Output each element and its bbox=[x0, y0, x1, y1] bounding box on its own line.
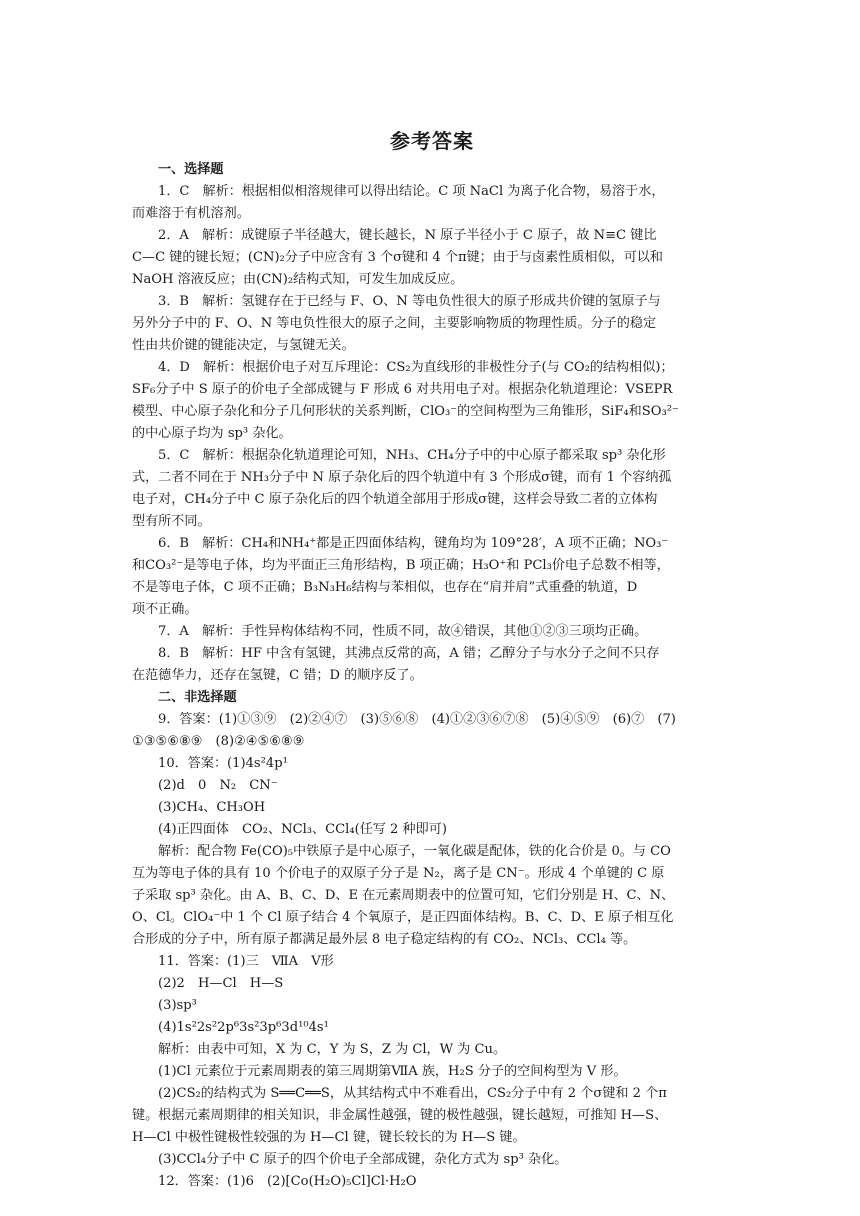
text-line: 4．D 解析：根据价电子对互斥理论：CS₂为直线形的非极性分子(与 CO₂的结构相似)； bbox=[158, 360, 674, 375]
text-line: (1)Cl 元素位于元素周期表的第三周期第ⅦA 族，H₂S 分子的空间构型为 V 形。 bbox=[158, 1064, 627, 1079]
text-line: SF₆分子中 S 原子的价电子全部成键与 F 形成 6 对共用电子对。根据杂化轨道理论：VSEPR bbox=[132, 382, 673, 397]
text-line: 11．答案：(1)三 ⅦA V形 bbox=[158, 954, 334, 969]
text-line: (3)sp³ bbox=[158, 998, 197, 1013]
text-line: 模型、中心原子杂化和分子几何形状的关系判断，ClO₃⁻的空间构型为三角锥形，SiF₄和SO₃²⁻ bbox=[132, 404, 679, 419]
text-line: 和CO₃²⁻是等电子体，均为平面正三角形结构，B 项正确；H₃O⁺和 PCl₃价电子总数不相等， bbox=[132, 558, 670, 573]
text-line: 9．答案：(1)①③⑨ (2)②④⑦ (3)⑤⑥⑧ (4)①②③⑥⑦⑧ (5)④⑤⑨ (6)⑦ (7) bbox=[158, 712, 676, 727]
text-line: 1．C 解析：根据相似相溶规律可以得出结论。C 项 NaCl 为离子化合物，易溶于水， bbox=[158, 184, 665, 199]
text-line: 7．A 解析：手性异构体结构不同，性质不同，故④错误，其他①②③三项均正确。 bbox=[158, 624, 648, 639]
text-line: 而难溶于有机溶剂。 bbox=[132, 206, 250, 221]
text-line: 8．B 解析：HF 中含有氢键，其沸点反常的高，A 错；乙醇分子与水分子之间不只存 bbox=[158, 646, 660, 661]
answer-page bbox=[132, 127, 732, 1193]
text-line: O、Cl。ClO₄⁻中 1 个 Cl 原子结合 4 个氧原子，是正四面体结构。B、C、D、E 原子相互化 bbox=[132, 910, 674, 925]
text-line: (2)d 0 N₂ CN⁻ bbox=[158, 778, 278, 793]
section-heading: 二、非选择题 bbox=[158, 690, 237, 705]
section-heading: 一、选择题 bbox=[158, 162, 224, 177]
text-line: NaOH 溶液反应；由(CN)₂结构式知，可发生加成反应。 bbox=[132, 272, 464, 287]
text-line: 的中心原子均为 sp³ 杂化。 bbox=[132, 426, 292, 441]
text-line: C—C 键的键长短；(CN)₂分子中应含有 3 个σ键和 4 个π键；由于与卤素性质相似，可以和 bbox=[132, 250, 663, 265]
text-line: 5．C 解析：根据杂化轨道理论可知，NH₃、CH₄分子中的中心原子都采取 sp³ 杂化形 bbox=[158, 448, 666, 463]
text-line: H—Cl 中极性键极性较强的为 H—Cl 键，键长较长的为 H—S 键。 bbox=[132, 1130, 526, 1145]
text-line: (2)2 H—Cl H—S bbox=[158, 976, 284, 991]
text-line: 10．答案：(1)4s²4p¹ bbox=[158, 756, 288, 771]
text-line: 型有所不同。 bbox=[132, 514, 211, 529]
text-line: 2．A 解析：成键原子半径越大，键长越长，N 原子半径小于 C 原子，故 N≡C 键比 bbox=[158, 228, 657, 243]
text-line: 电子对，CH₄分子中 C 原子杂化后的四个轨道全部用于形成σ键，这样会导致二者的立体构 bbox=[132, 492, 658, 507]
page-title: 参考答案 bbox=[390, 129, 474, 153]
text-line: 不是等电子体，C 项不正确；B₃N₃H₆结构与苯相似，也存在“肩并肩”式重叠的轨道，D bbox=[132, 580, 638, 595]
text-line: (2)CS₂的结构式为 S══C══S，从其结构式中不难看出，CS₂分子中有 2 个σ键和 2 个π bbox=[158, 1086, 667, 1101]
text-line: 项不正确。 bbox=[132, 602, 198, 617]
text-line: (3)CCl₄分子中 C 原子的四个价电子全部成键，杂化方式为 sp³ 杂化。 bbox=[158, 1152, 568, 1167]
text-line: 在范德华力，还存在氢键，C 错；D 的顺序反了。 bbox=[132, 668, 423, 683]
text-line: 12．答案：(1)6 (2)[Co(H₂O)₅Cl]Cl·H₂O bbox=[158, 1174, 417, 1189]
text-line: ①③⑤⑥⑧⑨ (8)②④⑤⑥⑧⑨ bbox=[132, 734, 305, 749]
text-line: 解析：配合物 Fe(CO)₅中铁原子是中心原子，一氧化碳是配体，铁的化合价是 0。与 CO bbox=[158, 844, 671, 859]
answer-body bbox=[132, 159, 732, 1193]
text-line: (4)正四面体 CO₂、NCl₃、CCl₄(任写 2 种即可) bbox=[158, 822, 447, 837]
text-line: 子采取 sp³ 杂化。由 A、B、C、D、E 在元素周期表中的位置可知，它们分别是 H、C、N、 bbox=[132, 888, 675, 903]
text-line: 性由共价键的键能决定，与氢键无关。 bbox=[132, 338, 355, 353]
text-line: 合形成的分子中，所有原子都满足最外层 8 电子稳定结构的有 CO₂、NCl₃、CCl₄ 等。 bbox=[132, 932, 637, 947]
text-line: 另外分子中的 F、O、N 等电负性很大的原子之间，主要影响物质的物理性质。分子的稳定 bbox=[132, 316, 657, 331]
text-line: (3)CH₄、CH₃OH bbox=[158, 800, 266, 815]
text-line: (4)1s²2s²2p⁶3s²3p⁶3d¹⁰4s¹ bbox=[158, 1020, 329, 1035]
text-line: 3．B 解析：氢键存在于已经与 F、O、N 等电负性很大的原子形成共价键的氢原子与 bbox=[158, 294, 661, 309]
text-line: 互为等电子体的具有 10 个价电子的双原子分子是 N₂，离子是 CN⁻。形成 4 个单键的 C 原 bbox=[132, 866, 665, 881]
text-line: 6．B 解析：CH₄和NH₄⁺都是正四面体结构，键角均为 109°28′，A 项不正确；NO₃⁻ bbox=[158, 536, 669, 551]
text-line: 式，二者不同在于 NH₃分子中 N 原子杂化后的四个轨道中有 3 个形成σ键，而有 1 个容纳孤 bbox=[132, 470, 672, 485]
text-line: 解析：由表中可知，X 为 C，Y 为 S，Z 为 Cl，W 为 Cu。 bbox=[158, 1042, 507, 1057]
text-line: 键。根据元素周期律的相关知识，非金属性越强，键的极性越强，键长越短，可推知 H—S、 bbox=[132, 1108, 668, 1123]
